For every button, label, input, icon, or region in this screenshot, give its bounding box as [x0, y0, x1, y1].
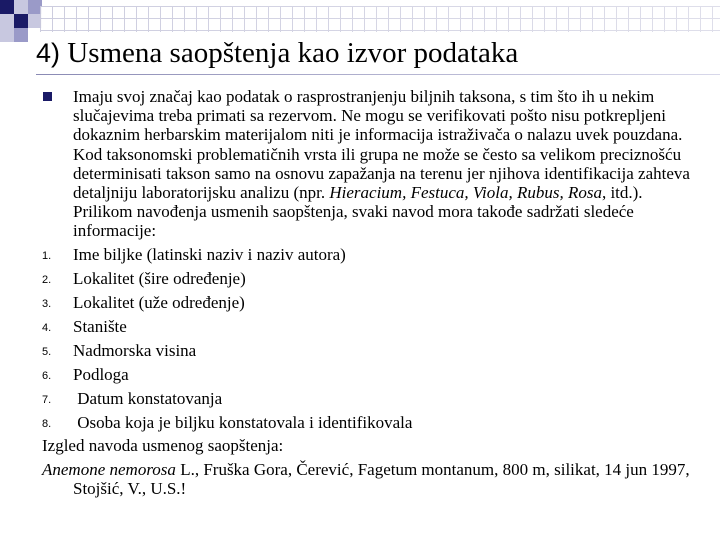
page-title — [36, 36, 518, 70]
list-item-number: 2. — [42, 274, 52, 287]
list-item-text: Osoba koja je biljku konstatovala i identifikovala — [73, 412, 413, 432]
list-item-number: 7. — [42, 393, 52, 406]
list-item — [42, 365, 692, 384]
title-divider — [36, 74, 720, 75]
example-species: Anemone nemorosa — [42, 459, 176, 479]
decor-square — [0, 28, 14, 42]
example-citation — [42, 460, 692, 498]
list-item — [42, 389, 692, 408]
decor-square — [14, 0, 28, 14]
list-item — [42, 317, 692, 336]
info-list — [42, 245, 692, 431]
bullet-text-start: Imaju svoj značaj kao podatak o rasprostranjenju biljnih taksona, s tim što ih u nekim slučajevima treba primati sa rezervom. Ne mogu se verifikovati pošto nisu potkrepljeni dokaznim herbarskim materijalom niti je informacija istraživača o nalazu uvek pouzdana. Kod taksonomski problematičnih vrsta ili grupa ne može se često sa velikom preciznošću determinisati takson samo na osnovu zapažanja na terenu jer njihova identifikacija zahteva detaljniju laboratorijsku analizu (npr. — [73, 87, 690, 203]
list-item — [42, 293, 692, 312]
decor-square — [14, 14, 28, 28]
list-item-number: 4. — [42, 321, 52, 334]
list-item — [42, 341, 692, 360]
title-number: 4) — [36, 38, 61, 68]
list-item-number: 8. — [42, 417, 52, 430]
list-item-text: Lokalitet (šire određenje) — [73, 269, 246, 289]
list-item-number: 1. — [42, 250, 52, 263]
decor-square — [0, 14, 14, 28]
decor-square — [14, 28, 28, 42]
list-item-number: 3. — [42, 298, 52, 311]
list-item-number: 5. — [42, 345, 52, 358]
main-bullet — [42, 87, 692, 241]
bullet-text-end: , itd.). Prilikom navođenja usmenih saopštenja, svaki navod mora takođe sadržati sledeće informacije: — [73, 183, 643, 241]
list-item-text: Nadmorska visina — [73, 340, 197, 360]
list-item-text: Lokalitet (uže određenje) — [73, 293, 245, 313]
list-item-text: Ime biljke (latinski naziv i naziv autora) — [73, 245, 346, 265]
list-item-text: Stanište — [73, 316, 127, 336]
list-item — [42, 245, 692, 264]
decor-square — [0, 0, 14, 14]
list-item-text: Datum konstatovanja — [73, 388, 223, 408]
list-item — [42, 269, 692, 288]
slide-body — [42, 87, 692, 498]
list-item-number: 6. — [42, 369, 52, 382]
example-heading: Izgled navoda usmenog saopštenja: — [42, 436, 284, 456]
title-text: Usmena saopštenja kao izvor podataka — [67, 37, 519, 69]
bullet-genera-italic: Hieracium, Festuca, Viola, Rubus, Rosa — [329, 183, 602, 203]
header-grid-fade — [40, 6, 720, 32]
list-item — [42, 413, 692, 432]
list-item-text: Podloga — [73, 364, 129, 384]
square-bullet-icon — [43, 92, 52, 101]
example-rest: L., Fruška Gora, Čerević, Fagetum montanum, 800 m, silikat, 14 jun 1997, Stojšić, V., U.S.! — [73, 459, 690, 499]
